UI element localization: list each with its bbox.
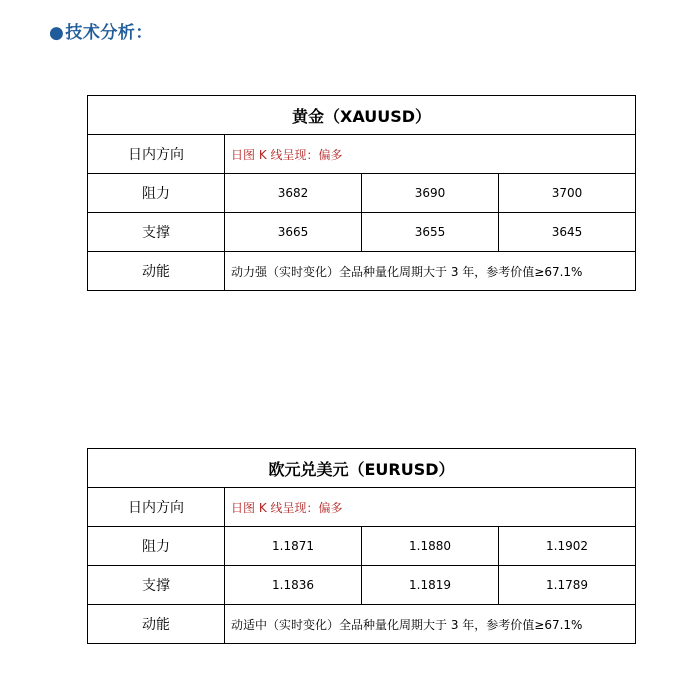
bullet-icon: ●: [49, 23, 65, 43]
support-level-1: 3665: [225, 213, 362, 252]
direction-label: 日内方向: [88, 135, 225, 174]
momentum-value: 动适中（实时变化）全品种量化周期大于 3 年，参考价值≥67.1%: [225, 605, 636, 644]
support-level-3: 1.1789: [499, 566, 636, 605]
support-label: 支撑: [88, 213, 225, 252]
resistance-level-1: 3682: [225, 174, 362, 213]
section-heading-text: 技术分析：: [65, 23, 153, 43]
eurusd-analysis-table: [87, 448, 636, 644]
support-label: 支撑: [88, 566, 225, 605]
resistance-row: [88, 174, 636, 213]
direction-label: 日内方向: [88, 488, 225, 527]
resistance-row: [88, 527, 636, 566]
momentum-label: 动能: [88, 605, 225, 644]
section-heading: [49, 18, 153, 43]
resistance-level-3: 3700: [499, 174, 636, 213]
direction-row: [88, 488, 636, 527]
direction-row: [88, 135, 636, 174]
direction-value: 日图 K 线呈现：偏多: [225, 135, 636, 174]
resistance-label: 阻力: [88, 174, 225, 213]
table-title-row: [88, 96, 636, 135]
support-row: [88, 213, 636, 252]
resistance-level-2: 1.1880: [362, 527, 499, 566]
direction-value: 日图 K 线呈现：偏多: [225, 488, 636, 527]
table-title-row: [88, 449, 636, 488]
momentum-row: [88, 252, 636, 291]
momentum-value: 动力强（实时变化）全品种量化周期大于 3 年，参考价值≥67.1%: [225, 252, 636, 291]
resistance-level-2: 3690: [362, 174, 499, 213]
support-level-2: 3655: [362, 213, 499, 252]
momentum-label: 动能: [88, 252, 225, 291]
support-level-1: 1.1836: [225, 566, 362, 605]
table-title: 黄金（XAUUSD）: [88, 96, 636, 135]
table-title: 欧元兑美元（EURUSD）: [88, 449, 636, 488]
resistance-level-3: 1.1902: [499, 527, 636, 566]
gold-analysis-table: [87, 95, 636, 291]
momentum-row: [88, 605, 636, 644]
resistance-label: 阻力: [88, 527, 225, 566]
support-level-2: 1.1819: [362, 566, 499, 605]
resistance-level-1: 1.1871: [225, 527, 362, 566]
support-row: [88, 566, 636, 605]
support-level-3: 3645: [499, 213, 636, 252]
